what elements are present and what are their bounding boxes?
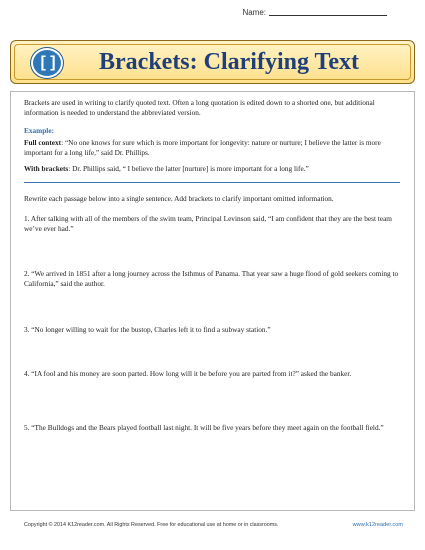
name-underline[interactable] xyxy=(269,15,387,16)
website-link[interactable]: www.k12reader.com xyxy=(352,522,403,528)
name-label: Name: xyxy=(242,8,266,17)
full-context-text: : “No one knows for sure which is more important for longevity: nature or nurture; I believe the latter is more important for a long life,” said Dr. Phillips. xyxy=(24,138,381,157)
question-2: 2. “We arrived in 1851 after a long journey across the Isthmus of Panama. That year saw a huge flood of gold seekers coming to California,” said the author. xyxy=(24,269,399,288)
with-brackets-example xyxy=(24,164,402,174)
question-5: 5. “The Bulldogs and the Bears played football last night. It will be five years before they meet again on the football field.” xyxy=(24,423,384,432)
question-1: 1. After talking with all of the members of the swim team, Principal Levinson said, “I am confident that they are the best team we’ve ever had.” xyxy=(24,214,392,233)
brackets-icon: [ ] xyxy=(40,54,56,71)
full-context-example xyxy=(24,138,402,157)
full-context-lead: Full context xyxy=(24,138,62,147)
copyright-notice: Copyright © 2014 K12reader.com. All Rights Reserved. Free for educational use at home or in classrooms. xyxy=(24,522,279,528)
question-3: 3. “No longer willing to wait for the bustop, Charles left it to find a subway station.” xyxy=(24,325,271,334)
with-brackets-text: : Dr. Phillips said, “ I believe the latter [nurture] is more important for a long life.” xyxy=(68,164,309,173)
with-brackets-lead: With brackets xyxy=(24,164,69,173)
intro-paragraph: Brackets are used in writing to clarify quoted text. Often a long quotation is edited down to a shorted one, but additional information is needed to understand the abbreviated version. xyxy=(24,98,375,117)
page-title: Brackets: Clarifying Text xyxy=(99,49,359,75)
question-4: 4. “IA fool and his money are soon parted. How long will it be before you are parted from it?” asked the banker. xyxy=(24,369,352,378)
name-field[interactable] xyxy=(242,8,387,17)
instructions: Rewrite each passage below into a single sentence. Add brackets to clarify important omitted information. xyxy=(24,194,334,203)
example-label: Example: xyxy=(24,126,54,135)
section-divider xyxy=(24,182,400,183)
